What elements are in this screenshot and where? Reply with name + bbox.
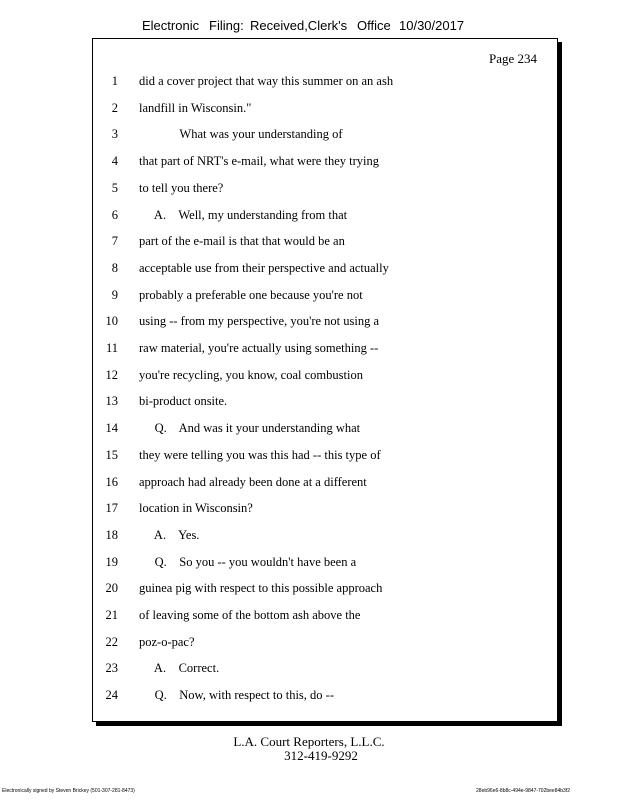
page-number: Page 234 <box>488 51 537 66</box>
transcript-line <box>93 206 557 224</box>
line-number: 18 <box>105 527 118 542</box>
line-text: A. Correct. <box>139 661 220 676</box>
transcript-line <box>93 419 557 437</box>
line-text: approach had already been done at a different <box>139 474 367 489</box>
transcript-line <box>93 392 557 410</box>
transcript-line <box>93 659 557 677</box>
line-text: acceptable use from their perspective and actually <box>139 260 389 275</box>
transcript-line <box>93 179 557 197</box>
transcript-line <box>93 339 557 357</box>
signature-id: 28eb96e6-8b8c-494e-9847-702bee84b3f2 <box>476 788 570 794</box>
line-text: to tell you there? <box>139 180 224 195</box>
line-number: 20 <box>105 581 118 596</box>
line-text: Q. Now, with respect to this, do -- <box>139 688 334 703</box>
header-filing: Filing: <box>209 18 244 33</box>
line-text: bi-product onsite. <box>139 394 228 409</box>
line-number: 6 <box>111 207 118 222</box>
line-number: 11 <box>105 341 118 355</box>
header-date: 10/30/2017 <box>399 18 465 33</box>
transcript-line <box>93 125 557 143</box>
transcript-line <box>93 366 557 384</box>
transcript-line <box>93 259 557 277</box>
footer-phone: 312-419-9292 <box>284 748 358 763</box>
transcript-line <box>93 99 557 117</box>
transcript-line <box>93 312 557 330</box>
line-number: 17 <box>105 501 118 516</box>
transcript-line <box>93 72 557 90</box>
line-text: Q. So you -- you wouldn't have been a <box>139 554 357 569</box>
line-text: probably a preferable one because you're not <box>139 287 363 302</box>
header-office: Office <box>357 18 391 33</box>
line-number: 10 <box>105 314 118 329</box>
line-number: 4 <box>111 154 118 169</box>
transcript-line <box>93 152 557 170</box>
transcript-line <box>93 499 557 517</box>
transcript-line <box>93 686 557 704</box>
line-number: 22 <box>105 634 118 649</box>
line-text: you're recycling, you know, coal combustion <box>139 367 363 382</box>
header-electronic: Electronic <box>142 18 200 33</box>
line-text: poz-o-pac? <box>139 634 195 649</box>
line-number: 14 <box>105 421 118 436</box>
header-received: Received,Clerk's <box>250 18 348 33</box>
line-text: they were telling you was this had -- this type of <box>139 447 381 462</box>
line-number: 5 <box>111 180 118 195</box>
transcript-page <box>92 38 558 722</box>
line-number: 24 <box>105 688 118 703</box>
line-text: What was your understanding of <box>139 127 343 142</box>
line-text: landfill in Wisconsin." <box>139 100 252 115</box>
transcript-line <box>93 579 557 597</box>
line-text: of leaving some of the bottom ash above the <box>139 608 361 622</box>
transcript-line <box>93 606 557 624</box>
line-number: 8 <box>111 260 118 275</box>
line-number: 7 <box>111 234 118 249</box>
line-number: 1 <box>111 74 118 88</box>
footer-company: L.A. Court Reporters, L.L.C. <box>233 734 385 749</box>
line-number: 21 <box>105 608 118 622</box>
line-number: 23 <box>105 661 118 676</box>
line-text: part of the e-mail is that that would be an <box>139 234 345 249</box>
line-number: 15 <box>105 447 118 462</box>
transcript-line <box>93 553 557 571</box>
line-number: 19 <box>105 554 118 569</box>
line-text: that part of NRT's e-mail, what were they trying <box>139 154 379 169</box>
line-text: did a cover project that way this summer on an ash <box>139 74 394 88</box>
line-text: A. Yes. <box>139 527 200 542</box>
transcript-line <box>93 526 557 544</box>
line-number: 2 <box>111 100 118 115</box>
line-number: 9 <box>111 287 118 302</box>
line-text: raw material, you're actually using something -- <box>139 341 379 355</box>
line-number: 12 <box>105 367 118 382</box>
line-text: guinea pig with respect to this possible approach <box>139 581 383 596</box>
transcript-line <box>93 446 557 464</box>
transcript-line <box>93 232 557 250</box>
filing-header <box>0 18 618 38</box>
transcript-line <box>93 633 557 651</box>
signature-left: Electronically signed by Steven Brickey (501-307-281-8473) <box>2 788 135 794</box>
line-text: location in Wisconsin? <box>139 501 253 516</box>
line-number: 13 <box>105 394 118 409</box>
line-number: 3 <box>111 127 118 142</box>
line-text: using -- from my perspective, you're not using a <box>139 314 380 329</box>
line-text: Q. And was it your understanding what <box>139 421 361 436</box>
line-text: A. Well, my understanding from that <box>139 207 348 222</box>
line-number: 16 <box>105 474 118 489</box>
transcript-line <box>93 286 557 304</box>
transcript-line <box>93 473 557 491</box>
